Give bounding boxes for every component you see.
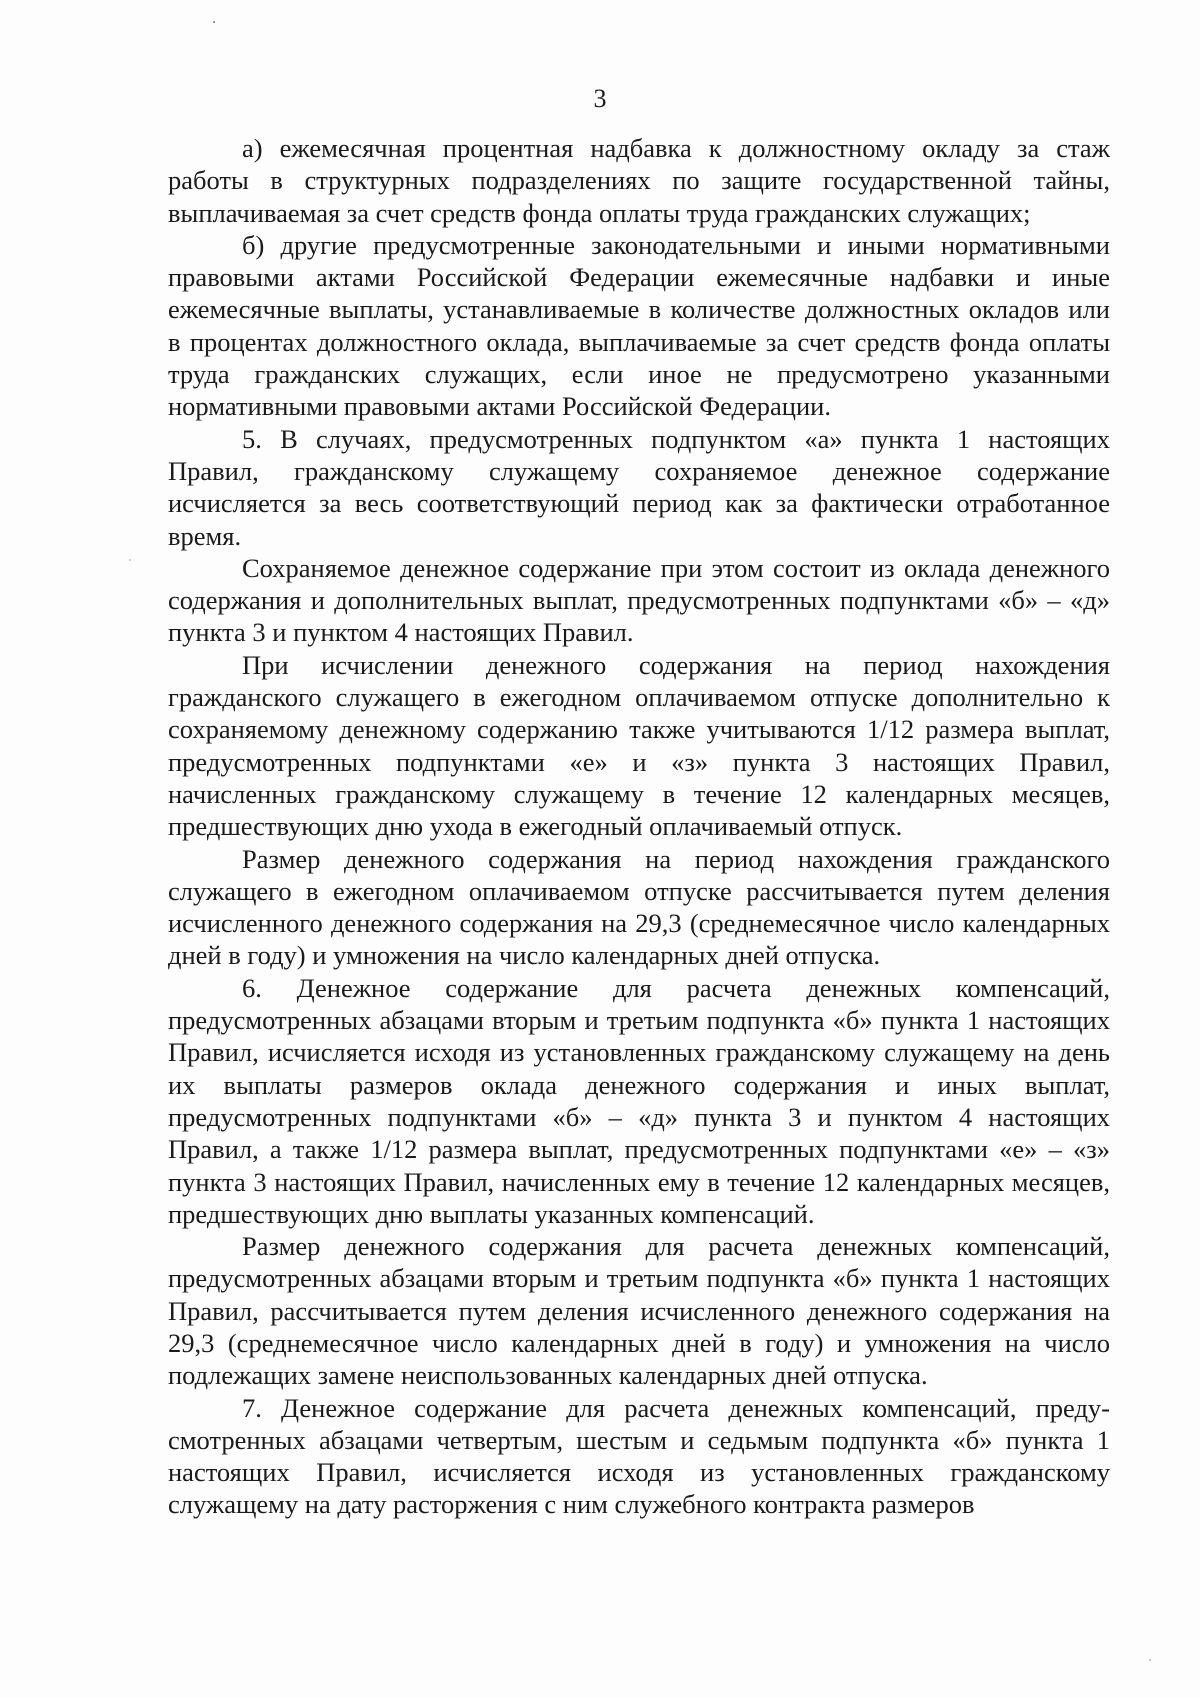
document-body [168,132,1110,1521]
paragraph-vacation-calculation: При исчислении денежного содержания на период нахождения гражданского служащего в ежегодном оплачиваемом отпуске дополнительно к сохраняемому денежному содержанию также учитываются 1/12 размера выплат, предусмотренных подпунктами «е» и «з» пункта 3 настоящих Правил, начисленных гражданскому служащему в течение 12 календарных месяцев, предшествующих дню ухода в ежегодный оплачиваемый отпуск. [168,649,1110,842]
paragraph-retained-salary: Сохраняемое денежное содержание при этом состоит из оклада денежного содержания и дополнительных выплат, предусмотренных подпунктами «б» – «д» пункта 3 и пунктом 4 настоящих Правил. [168,552,1110,648]
page-number: 3 [593,84,607,113]
paragraph-item-6: 6. Денежное содержание для расчета денежных компенсаций, предусмотренных абзацами вторым и третьим подпункта «б» пункта 1 настоящих Правил, исчисляется исходя из установленных гражданскому служащему на день их выплаты размеров оклада денежного содержания и иных выплат, предусмотренных подпунктами «б» – «д» пункта 3 и пунктом 4 настоящих Правил, а также 1/12 размера выплат, предусмотренных подпунктами «е» – «з» пункта 3 настоящих Правил, начисленных ему в течение 12 календарных месяцев, предшествующих дню выплаты указанных компенсаций. [168,972,1110,1229]
paragraph-item-7: 7. Денежное содержание для расчета денежных компенсаций, предусмотренных абзацами четвертым, шестым и седьмым подпункта «б» пункта 1 настоящих Правил, исчисляется исходя из установленных гражданскому служащему на дату расторжения с ним служебного контракта размеров [168,1392,1110,1520]
paragraph-item-5: 5. В случаях, предусмотренных подпунктом «а» пункта 1 настоящих Правил, гражданскому служащему сохраняемое денежное содержание исчисляется за весь соответствующий период как за фактически отработанное время. [168,423,1110,551]
paragraph-compensation-size: Размер денежного содержания для расчета денежных компенсаций, предусмотренных абзацами вторым и третьим подпункта «б» пункта 1 настоящих Правил, рассчитывается путем деления исчисленного денежного содержания на 29,3 (среднемесячное число календарных дней в году) и умножения на число подлежащих замене неиспользованных календарных дней отпуска. [168,1231,1110,1391]
paragraph-vacation-size: Размер денежного содержания на период нахождения гражданского служащего в ежегодном оплачиваемом отпуске рассчитывается путем деления исчисленного денежного содержания на 29,3 (среднемесячное число календарных дней в году) и умножения на число календарных дней отпуска. [168,843,1110,971]
paragraph-subitem-b: б) другие предусмотренные законодательными и иными нормативными правовыми актами Российской Федерации ежемесячные надбавки и иные ежемесячные выплаты, устанавливаемые в количестве должностных окладов или в процентах должностного оклада, выплачиваемые за счет средств фонда оплаты труда гражданских служащих, если иное не предусмотрено указанными нормативными правовыми актами Российской Федерации. [168,229,1110,422]
paragraph-subitem-a: а) ежемесячная процентная надбавка к должностному окладу за стаж работы в структурных подразделениях по защите государственной тайны, выплачиваемая за счет средств фонда оплаты труда гражданских служащих; [168,133,1110,228]
